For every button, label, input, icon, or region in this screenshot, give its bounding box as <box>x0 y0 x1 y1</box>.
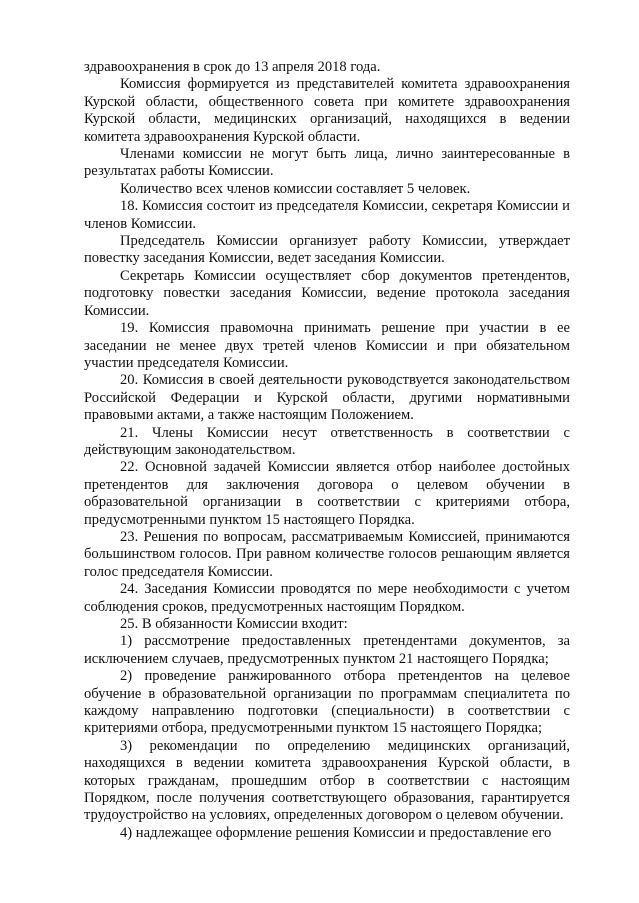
paragraph-chairman-duties: Председатель Комиссии организует работу Комиссии, утверждает повестку заседания Комиссии, ведет заседания Комиссии. <box>84 233 570 267</box>
paragraph-continuation: здравоохранения в срок до 13 апреля 2018 года. <box>84 59 381 75</box>
paragraph-commission-composition: Комиссия формируется из представителей комитета здравоохранения Курской области, общественного совета при комитете здравоохранения Курской области, медицинских организаций, находящихся в ведении комитета здравоохранения Курской области. <box>84 76 570 145</box>
paragraph-members-count: Количество всех членов комиссии составляет 5 человек. <box>120 180 471 197</box>
paragraph-subitem-3: 3) рекомендации по определению медицинских организаций, находящихся в ведении комитета здравоохранения Курской области, в которых гражданам, прошедшим отбор в соответствии с настоящим Порядком, после получения соответствующего образования, гарантируется трудоустройство на условиях, определенных договором о целевом обучении. <box>84 737 570 824</box>
paragraph-members-restriction: Членами комиссии не могут быть лица, лично заинтересованные в результатах работы Комиссии. <box>84 146 570 180</box>
paragraph-item-18: 18. Комиссия состоит из председателя Комиссии, секретаря Комиссии и членов Комиссии. <box>84 198 570 232</box>
paragraph-item-25: 25. В обязанности Комиссии входит: <box>120 616 348 632</box>
paragraph-subitem-2: 2) проведение ранжированного отбора претендентов на целевое обучение в образовательной организации по программам специалитета по каждому направлению подготовки (специальности) в соответствии с критериями отбора, предусмотренными пунктом 15 настоящего Порядка; <box>84 668 570 737</box>
paragraph-item-23: 23. Решения по вопросам, рассматриваемым Комиссией, принимаются большинством голосов. При равном количестве голосов решающим является голос председателя Комиссии. <box>84 528 570 580</box>
paragraph-item-20: 20. Комиссия в своей деятельности руководствуется законодательством Российской Федерации и Курской области, другими нормативными правовыми актами, а также настоящим Положением. <box>84 372 570 424</box>
paragraph-item-21: 21. Члены Комиссии несут ответственность в соответствии с действующим законодательством. <box>84 424 570 458</box>
document-page <box>84 59 570 842</box>
paragraph-item-22: 22. Основной задачей Комиссии является отбор наиболее достойных претендентов для заключения договора о целевом обучении в образовательной организации в соответствии с критериями отбора, предусмотренными пунктом 15 настоящего Порядка. <box>84 459 570 528</box>
paragraph-item-24: 24. Заседания Комиссии проводятся по мере необходимости с учетом соблюдения сроков, предусмотренных настоящим Порядком. <box>84 581 570 615</box>
paragraph-subitem-1: 1) рассмотрение предоставленных претендентами документов, за исключением случаев, предусмотренных пунктом 21 настоящего Порядка; <box>84 633 570 667</box>
paragraph-secretary-duties: Секретарь Комиссии осуществляет сбор документов претендентов, подготовку повестки заседания Комиссии, ведение протокола заседания Комиссии. <box>84 267 570 319</box>
paragraph-subitem-4: 4) надлежащее оформление решения Комиссии и предоставление его <box>120 824 552 841</box>
paragraph-item-19: 19. Комиссия правомочна принимать решение при участии в ее заседании не менее двух третей членов Комиссии и при обязательном участии председателя Комиссии. <box>84 320 570 371</box>
